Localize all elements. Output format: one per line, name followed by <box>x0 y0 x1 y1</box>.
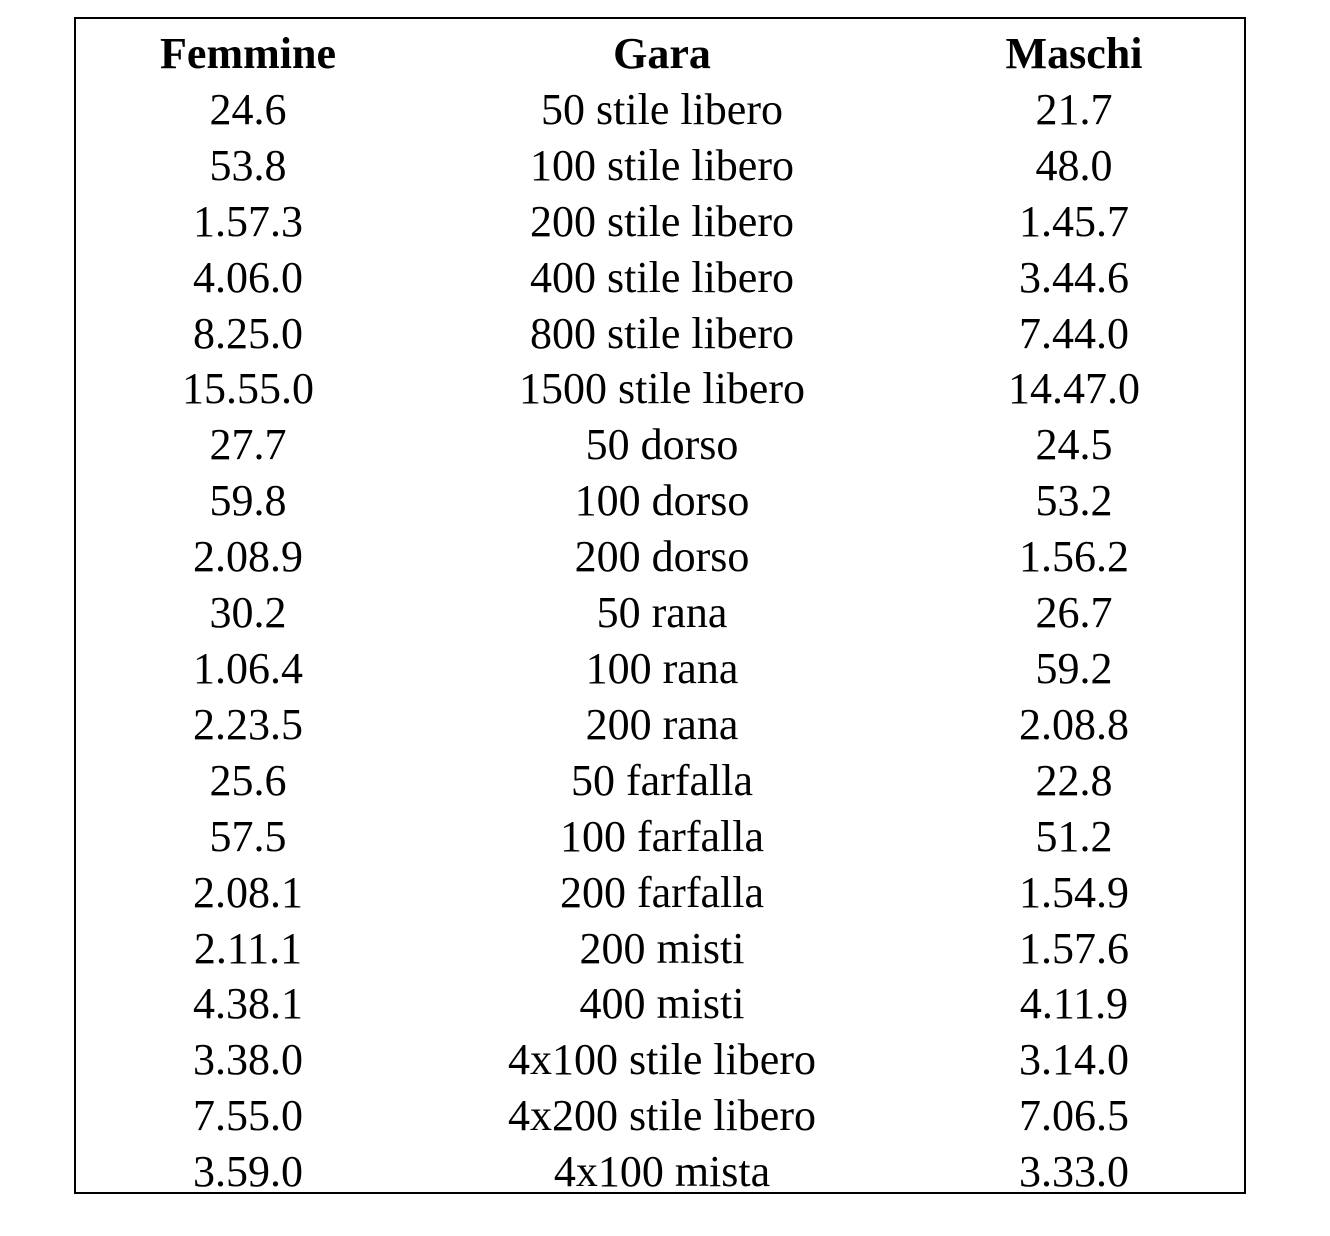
table-row <box>76 138 1244 194</box>
cell-gara: 50 dorso <box>585 420 739 470</box>
cell-maschi: 3.33.0 <box>1019 1147 1129 1197</box>
cell-gara: 50 farfalla <box>571 755 753 805</box>
table-row <box>76 921 1244 977</box>
records-table <box>76 26 1244 1200</box>
cell-maschi: 1.57.6 <box>1019 923 1129 973</box>
table-row <box>76 809 1244 865</box>
cell-gara: 200 misti <box>579 923 745 973</box>
cell-gara: 200 stile libero <box>530 196 794 246</box>
cell-femmine: 8.25.0 <box>193 308 303 358</box>
table-header-row <box>76 26 1244 82</box>
table-row <box>76 753 1244 809</box>
cell-gara: 100 dorso <box>574 476 750 526</box>
table-row <box>76 1144 1244 1200</box>
cell-maschi: 3.14.0 <box>1019 1035 1129 1085</box>
cell-maschi: 1.45.7 <box>1019 196 1129 246</box>
cell-femmine: 2.08.1 <box>193 867 303 917</box>
table-row <box>76 697 1244 753</box>
cell-maschi: 7.44.0 <box>1019 308 1129 358</box>
table-row <box>76 529 1244 585</box>
cell-femmine: 57.5 <box>209 811 287 861</box>
table-row <box>76 865 1244 921</box>
table-row <box>76 306 1244 362</box>
cell-gara: 4x100 stile libero <box>508 1035 816 1085</box>
table-body <box>76 82 1244 1200</box>
header-gara: Gara <box>613 29 711 78</box>
table-row <box>76 82 1244 138</box>
cell-maschi: 22.8 <box>1035 755 1113 805</box>
table-row <box>76 641 1244 697</box>
cell-femmine: 2.11.1 <box>193 923 303 973</box>
cell-gara: 400 misti <box>579 979 745 1029</box>
cell-maschi: 3.44.6 <box>1019 252 1129 302</box>
cell-femmine: 1.06.4 <box>193 643 303 693</box>
cell-femmine: 7.55.0 <box>193 1091 303 1141</box>
cell-maschi: 2.08.8 <box>1019 699 1129 749</box>
cell-maschi: 53.2 <box>1035 476 1113 526</box>
cell-femmine: 2.23.5 <box>193 699 303 749</box>
cell-maschi: 59.2 <box>1035 643 1113 693</box>
table-row <box>76 1088 1244 1144</box>
cell-gara: 50 stile libero <box>541 84 783 134</box>
table-row <box>76 250 1244 306</box>
header-maschi: Maschi <box>1005 29 1143 78</box>
cell-maschi: 26.7 <box>1035 588 1113 638</box>
cell-maschi: 1.56.2 <box>1019 532 1129 582</box>
cell-gara: 4x100 mista <box>553 1147 771 1197</box>
cell-gara: 100 stile libero <box>530 140 794 190</box>
cell-gara: 100 rana <box>585 643 739 693</box>
cell-femmine: 3.59.0 <box>193 1147 303 1197</box>
table-row <box>76 976 1244 1032</box>
cell-gara: 4x200 stile libero <box>508 1091 816 1141</box>
cell-femmine: 3.38.0 <box>193 1035 303 1085</box>
table-row <box>76 417 1244 473</box>
cell-femmine: 2.08.9 <box>193 532 303 582</box>
table-row <box>76 473 1244 529</box>
cell-maschi: 48.0 <box>1035 140 1113 190</box>
cell-femmine: 27.7 <box>209 420 287 470</box>
cell-maschi: 14.47.0 <box>1008 364 1140 414</box>
cell-gara: 400 stile libero <box>530 252 794 302</box>
cell-gara: 1500 stile libero <box>519 364 805 414</box>
cell-maschi: 24.5 <box>1035 420 1113 470</box>
table-row <box>76 1032 1244 1088</box>
table-row <box>76 361 1244 417</box>
cell-femmine: 30.2 <box>209 588 287 638</box>
cell-femmine: 24.6 <box>209 84 287 134</box>
table-row <box>76 194 1244 250</box>
cell-femmine: 1.57.3 <box>193 196 303 246</box>
cell-maschi: 51.2 <box>1035 811 1113 861</box>
records-table-frame <box>74 17 1246 1197</box>
cell-gara: 200 dorso <box>574 532 750 582</box>
cell-maschi: 1.54.9 <box>1019 867 1129 917</box>
cell-femmine: 59.8 <box>209 476 287 526</box>
cell-femmine: 53.8 <box>209 140 287 190</box>
cell-gara: 100 farfalla <box>560 811 764 861</box>
header-femmine: Femmine <box>160 29 336 78</box>
cell-gara: 200 rana <box>585 699 739 749</box>
cell-femmine: 15.55.0 <box>182 364 314 414</box>
cell-gara: 800 stile libero <box>530 308 794 358</box>
cell-femmine: 25.6 <box>209 755 287 805</box>
cell-maschi: 4.11.9 <box>1019 979 1129 1029</box>
cell-maschi: 21.7 <box>1035 84 1113 134</box>
cell-maschi: 7.06.5 <box>1019 1091 1129 1141</box>
cell-femmine: 4.38.1 <box>193 979 303 1029</box>
cell-femmine: 4.06.0 <box>193 252 303 302</box>
cell-gara: 200 farfalla <box>560 867 764 917</box>
table-row <box>76 585 1244 641</box>
cell-gara: 50 rana <box>596 588 728 638</box>
